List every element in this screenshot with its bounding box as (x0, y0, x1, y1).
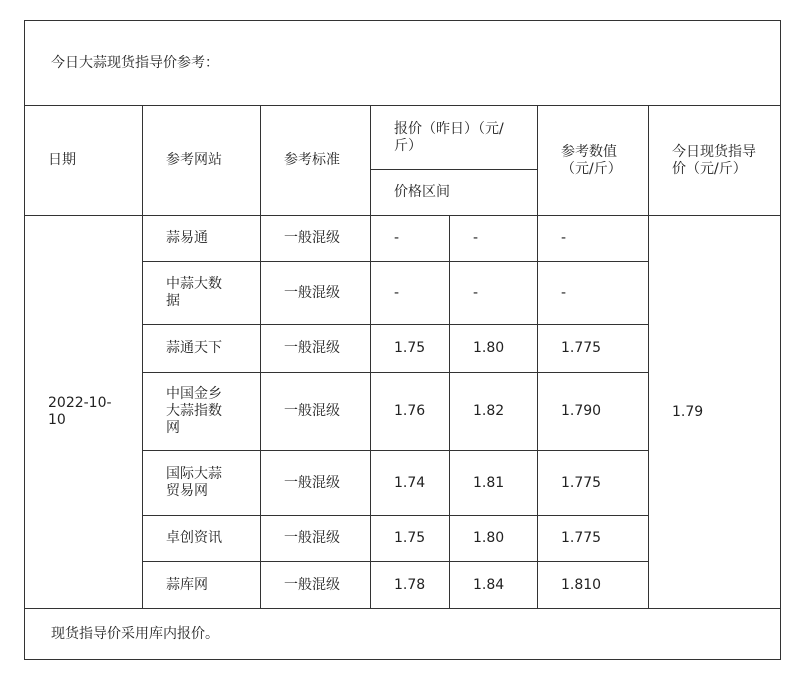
standard-cell: 一般混级 (261, 262, 371, 325)
standard-cell: 一般混级 (261, 325, 371, 373)
date-value: 2022-10-10 (48, 395, 112, 428)
high-cell: 1.81 (450, 451, 538, 516)
low-cell: 1.76 (371, 373, 450, 451)
header-range: 价格区间 (371, 170, 538, 216)
ref-cell: 1.775 (538, 516, 649, 562)
standard-cell: 一般混级 (261, 216, 371, 262)
table-title: 今日大蒜现货指导价参考： (25, 21, 781, 106)
standard-cell: 一般混级 (261, 516, 371, 562)
site-cell (143, 373, 261, 451)
low-cell: - (371, 216, 450, 262)
garlic-price-table (24, 20, 781, 660)
site-label: 国际大蒜贸易网 (166, 466, 222, 499)
header-quote (371, 106, 538, 170)
high-cell: 1.80 (450, 325, 538, 373)
low-cell: 1.74 (371, 451, 450, 516)
low-cell: - (371, 262, 450, 325)
site-cell: 蒜通天下 (143, 325, 261, 373)
high-cell: - (450, 262, 538, 325)
header-guide-label: 今日现货指导价（元/斤） (672, 143, 756, 177)
high-cell: 1.84 (450, 562, 538, 609)
standard-cell: 一般混级 (261, 562, 371, 609)
header-row-1 (25, 106, 781, 170)
site-cell: 卓创资讯 (143, 516, 261, 562)
guide-cell: 1.79 (649, 216, 781, 609)
ref-cell: 1.775 (538, 451, 649, 516)
site-label: 中蒜大数据 (166, 276, 222, 309)
ref-cell: 1.775 (538, 325, 649, 373)
site-cell: 蒜库网 (143, 562, 261, 609)
low-cell: 1.75 (371, 325, 450, 373)
site-cell: 蒜易通 (143, 216, 261, 262)
note-row (25, 609, 781, 660)
ref-cell: - (538, 216, 649, 262)
header-ref-label: 参考数值（元/斤） (561, 143, 622, 177)
title-row (25, 21, 781, 106)
ref-cell: 1.790 (538, 373, 649, 451)
site-label: 中国金乡大蒜指数网 (166, 386, 222, 436)
ref-cell: - (538, 262, 649, 325)
price-table-frame (24, 20, 780, 664)
site-cell (143, 262, 261, 325)
header-standard: 参考标准 (261, 106, 371, 216)
standard-cell: 一般混级 (261, 373, 371, 451)
low-cell: 1.75 (371, 516, 450, 562)
table-note: 现货指导价采用库内报价。 (25, 609, 781, 660)
table-row (25, 216, 781, 262)
header-guide (649, 106, 781, 216)
header-quote-label: 报价（昨日）（元/斤） (394, 120, 504, 154)
header-ref (538, 106, 649, 216)
date-cell (25, 216, 143, 609)
standard-cell: 一般混级 (261, 451, 371, 516)
ref-cell: 1.810 (538, 562, 649, 609)
high-cell: 1.82 (450, 373, 538, 451)
header-date: 日期 (25, 106, 143, 216)
high-cell: 1.80 (450, 516, 538, 562)
high-cell: - (450, 216, 538, 262)
site-cell (143, 451, 261, 516)
low-cell: 1.78 (371, 562, 450, 609)
header-site: 参考网站 (143, 106, 261, 216)
